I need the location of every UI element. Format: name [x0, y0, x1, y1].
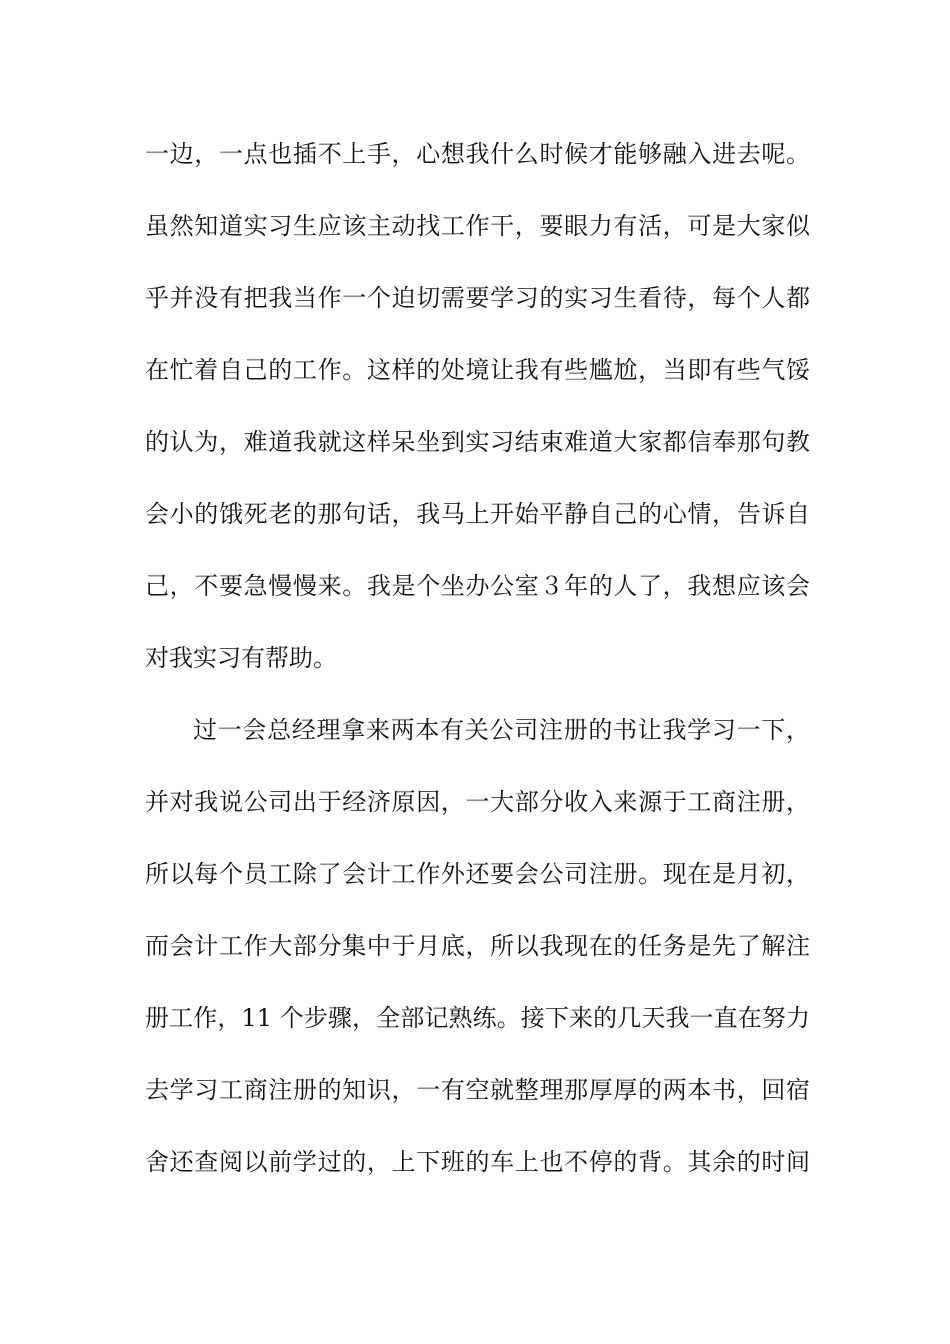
text-line: 己，不要急慢慢来。我是个坐办公室３年的人了，我想应该会 — [145, 572, 810, 600]
text-line: 册工作，11 个步骤，全部记熟练。接下来的几天我一直在努力 — [145, 1004, 810, 1032]
text-line: 在忙着自己的工作。这样的处境让我有些尴尬，当即有些气馁 — [145, 356, 810, 384]
text-line: 所以每个员工除了会计工作外还要会公司注册。现在是月初， — [145, 860, 810, 888]
text-line: 的认为，难道我就这样呆坐到实习结束难道大家都信奉那句教 — [145, 428, 810, 456]
text-line: 而会计工作大部分集中于月底，所以我现在的任务是先了解注 — [145, 932, 810, 960]
text-line: 并对我说公司出于经济原因，一大部分收入来源于工商注册， — [145, 788, 810, 816]
text-line: 对我实习有帮助。 — [145, 644, 337, 672]
text-line: 乎并没有把我当作一个迫切需要学习的实习生看待，每个人都 — [145, 284, 810, 312]
paragraph-first-line: 过一会总经理拿来两本有关公司注册的书让我学习一下， — [193, 716, 810, 744]
text-line: 虽然知道实习生应该主动找工作干，要眼力有活，可是大家似 — [145, 212, 810, 240]
text-line: 一边，一点也插不上手，心想我什么时候才能够融入进去呢。 — [145, 140, 810, 168]
text-line: 会小的饿死老的那句话，我马上开始平静自己的心情，告诉自 — [145, 500, 810, 528]
text-line: 去学习工商注册的知识，一有空就整理那厚厚的两本书，回宿 — [145, 1076, 810, 1104]
text-line: 舍还查阅以前学过的，上下班的车上也不停的背。其余的时间 — [145, 1148, 810, 1176]
